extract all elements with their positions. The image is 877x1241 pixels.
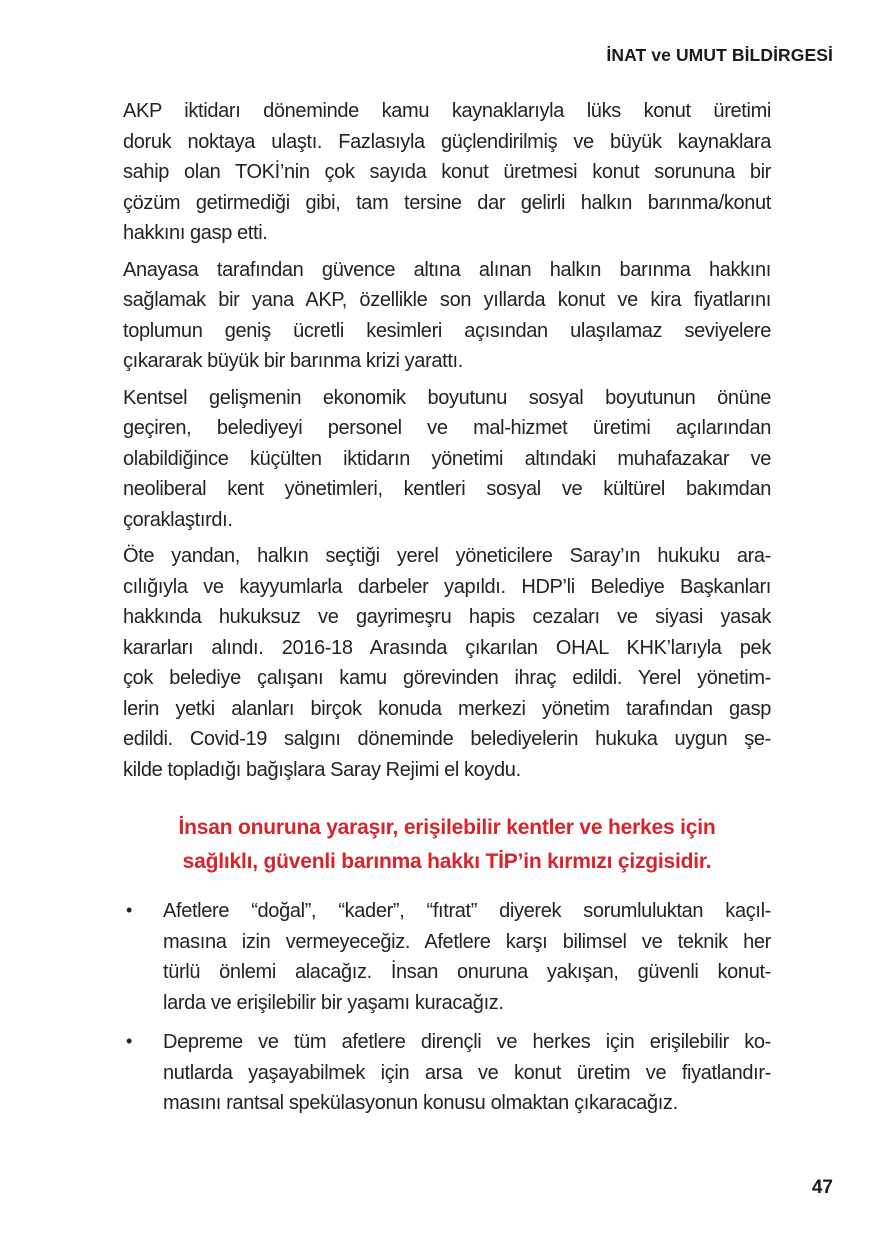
bullet-item-2 <box>123 1027 771 1119</box>
text-line: masına izin vermeyeceğiz. Afetlere karşı bilimsel ve teknik her <box>163 930 771 953</box>
text-line: cılığıyla ve kayyumlarla darbeler yapıldı. HDP’li Belediye Başkanları <box>123 575 771 598</box>
text-line: hakkını gasp etti. <box>123 222 268 244</box>
bullet-item-1 <box>123 896 771 1018</box>
text-line: Depreme ve tüm afetlere dirençli ve herkes için erişilebilir ko- <box>163 1031 771 1053</box>
text-line: olabildiğince küçülten iktidarın yönetimi altındaki muhafazakar ve <box>123 447 771 470</box>
highlight-statement <box>123 811 771 879</box>
text-line: neoliberal kent yönetimleri, kentleri sosyal ve kültürel bakımdan <box>123 478 771 500</box>
text-line: sahip olan TOKİ’nin çok sayıda konut üretmesi konut sorununa bir <box>123 161 771 183</box>
text-line: hakkında hukuksuz ve gayrimeşru hapis cezaları ve siyasi yasak <box>123 606 771 628</box>
text-line: larda ve erişilebilir bir yaşamı kuracağız. <box>163 991 504 1014</box>
bullet-list <box>123 896 771 1119</box>
text-line: sağlıklı, güvenli barınma hakkı TİP’in kırmızı çizgisidir. <box>182 850 712 873</box>
paragraph-1 <box>123 96 771 249</box>
text-line: İnsan onuruna yaraşır, erişilebilir kentler ve herkes için <box>178 816 716 839</box>
bullet-text-1 <box>163 896 771 1018</box>
text-line: doruk noktaya ulaştı. Fazlasıyla güçlendirilmiş ve büyük kaynaklara <box>123 130 771 153</box>
text-line: toplumun geniş ücretli kesimleri açısından ulaşılamaz seviyelere <box>123 319 771 342</box>
bullet-marker-icon: • <box>126 900 132 920</box>
bullet-text-2 <box>163 1027 771 1119</box>
text-line: Kentsel gelişmenin ekonomik boyutunu sosyal boyutunun önüne <box>123 386 771 409</box>
text-line: çözüm getirmediği gibi, tam tersine dar gelirli halkın barınma/konut <box>123 191 771 214</box>
text-line: çoraklaştırdı. <box>123 508 233 531</box>
running-header: İNAT ve UMUT BİLDİRGESİ <box>606 45 833 65</box>
text-line: kilde topladığı bağışlara Saray Rejimi el koydu. <box>123 758 521 781</box>
text-line: sağlamak bir yana AKP, özellikle son yıllarda konut ve kira fiyatlarını <box>123 289 771 311</box>
text-line: AKP iktidarı döneminde kamu kaynaklarıyla lüks konut üretimi <box>123 100 771 122</box>
paragraph-3 <box>123 383 771 536</box>
text-line: masını rantsal spekülasyonun konusu olmaktan çıkaracağız. <box>163 1092 678 1114</box>
text-line: Öte yandan, halkın seçtiği yerel yöneticilere Saray’ın hukuku ara- <box>123 545 771 567</box>
text-line: çıkararak büyük bir barınma krizi yarattı. <box>123 350 463 372</box>
paragraph-4 <box>123 541 771 785</box>
page-content <box>123 96 771 1128</box>
text-line: nutlarda yaşayabilmek için arsa ve konut üretim ve fiyatlandır- <box>163 1061 771 1084</box>
text-line: Anayasa tarafından güvence altına alınan halkın barınma hakkını <box>123 258 771 281</box>
text-line: türlü önlemi alacağız. İnsan onuruna yakışan, güvenli konut- <box>163 961 771 983</box>
text-line: geçiren, belediyeyi personel ve mal-hizmet üretimi açılarından <box>123 417 771 439</box>
bullet-marker-icon: • <box>126 1031 132 1051</box>
text-line: lerin yetki alanları birçok konuda merkezi yönetim tarafından gasp <box>123 697 771 720</box>
text-line: çok belediye çalışanı kamu görevinden ihraç edildi. Yerel yönetim- <box>123 667 771 689</box>
page-number: 47 <box>811 1177 833 1198</box>
text-line: edildi. Covid-19 salgını döneminde belediyelerin hukuka uygun şe- <box>123 728 771 750</box>
text-line: kararları alındı. 2016-18 Arasında çıkarılan OHAL KHK’larıyla pek <box>123 636 771 659</box>
paragraph-2 <box>123 255 771 377</box>
text-line: Afetlere “doğal”, “kader”, “fıtrat” diyerek sorumluluktan kaçıl- <box>163 900 771 922</box>
